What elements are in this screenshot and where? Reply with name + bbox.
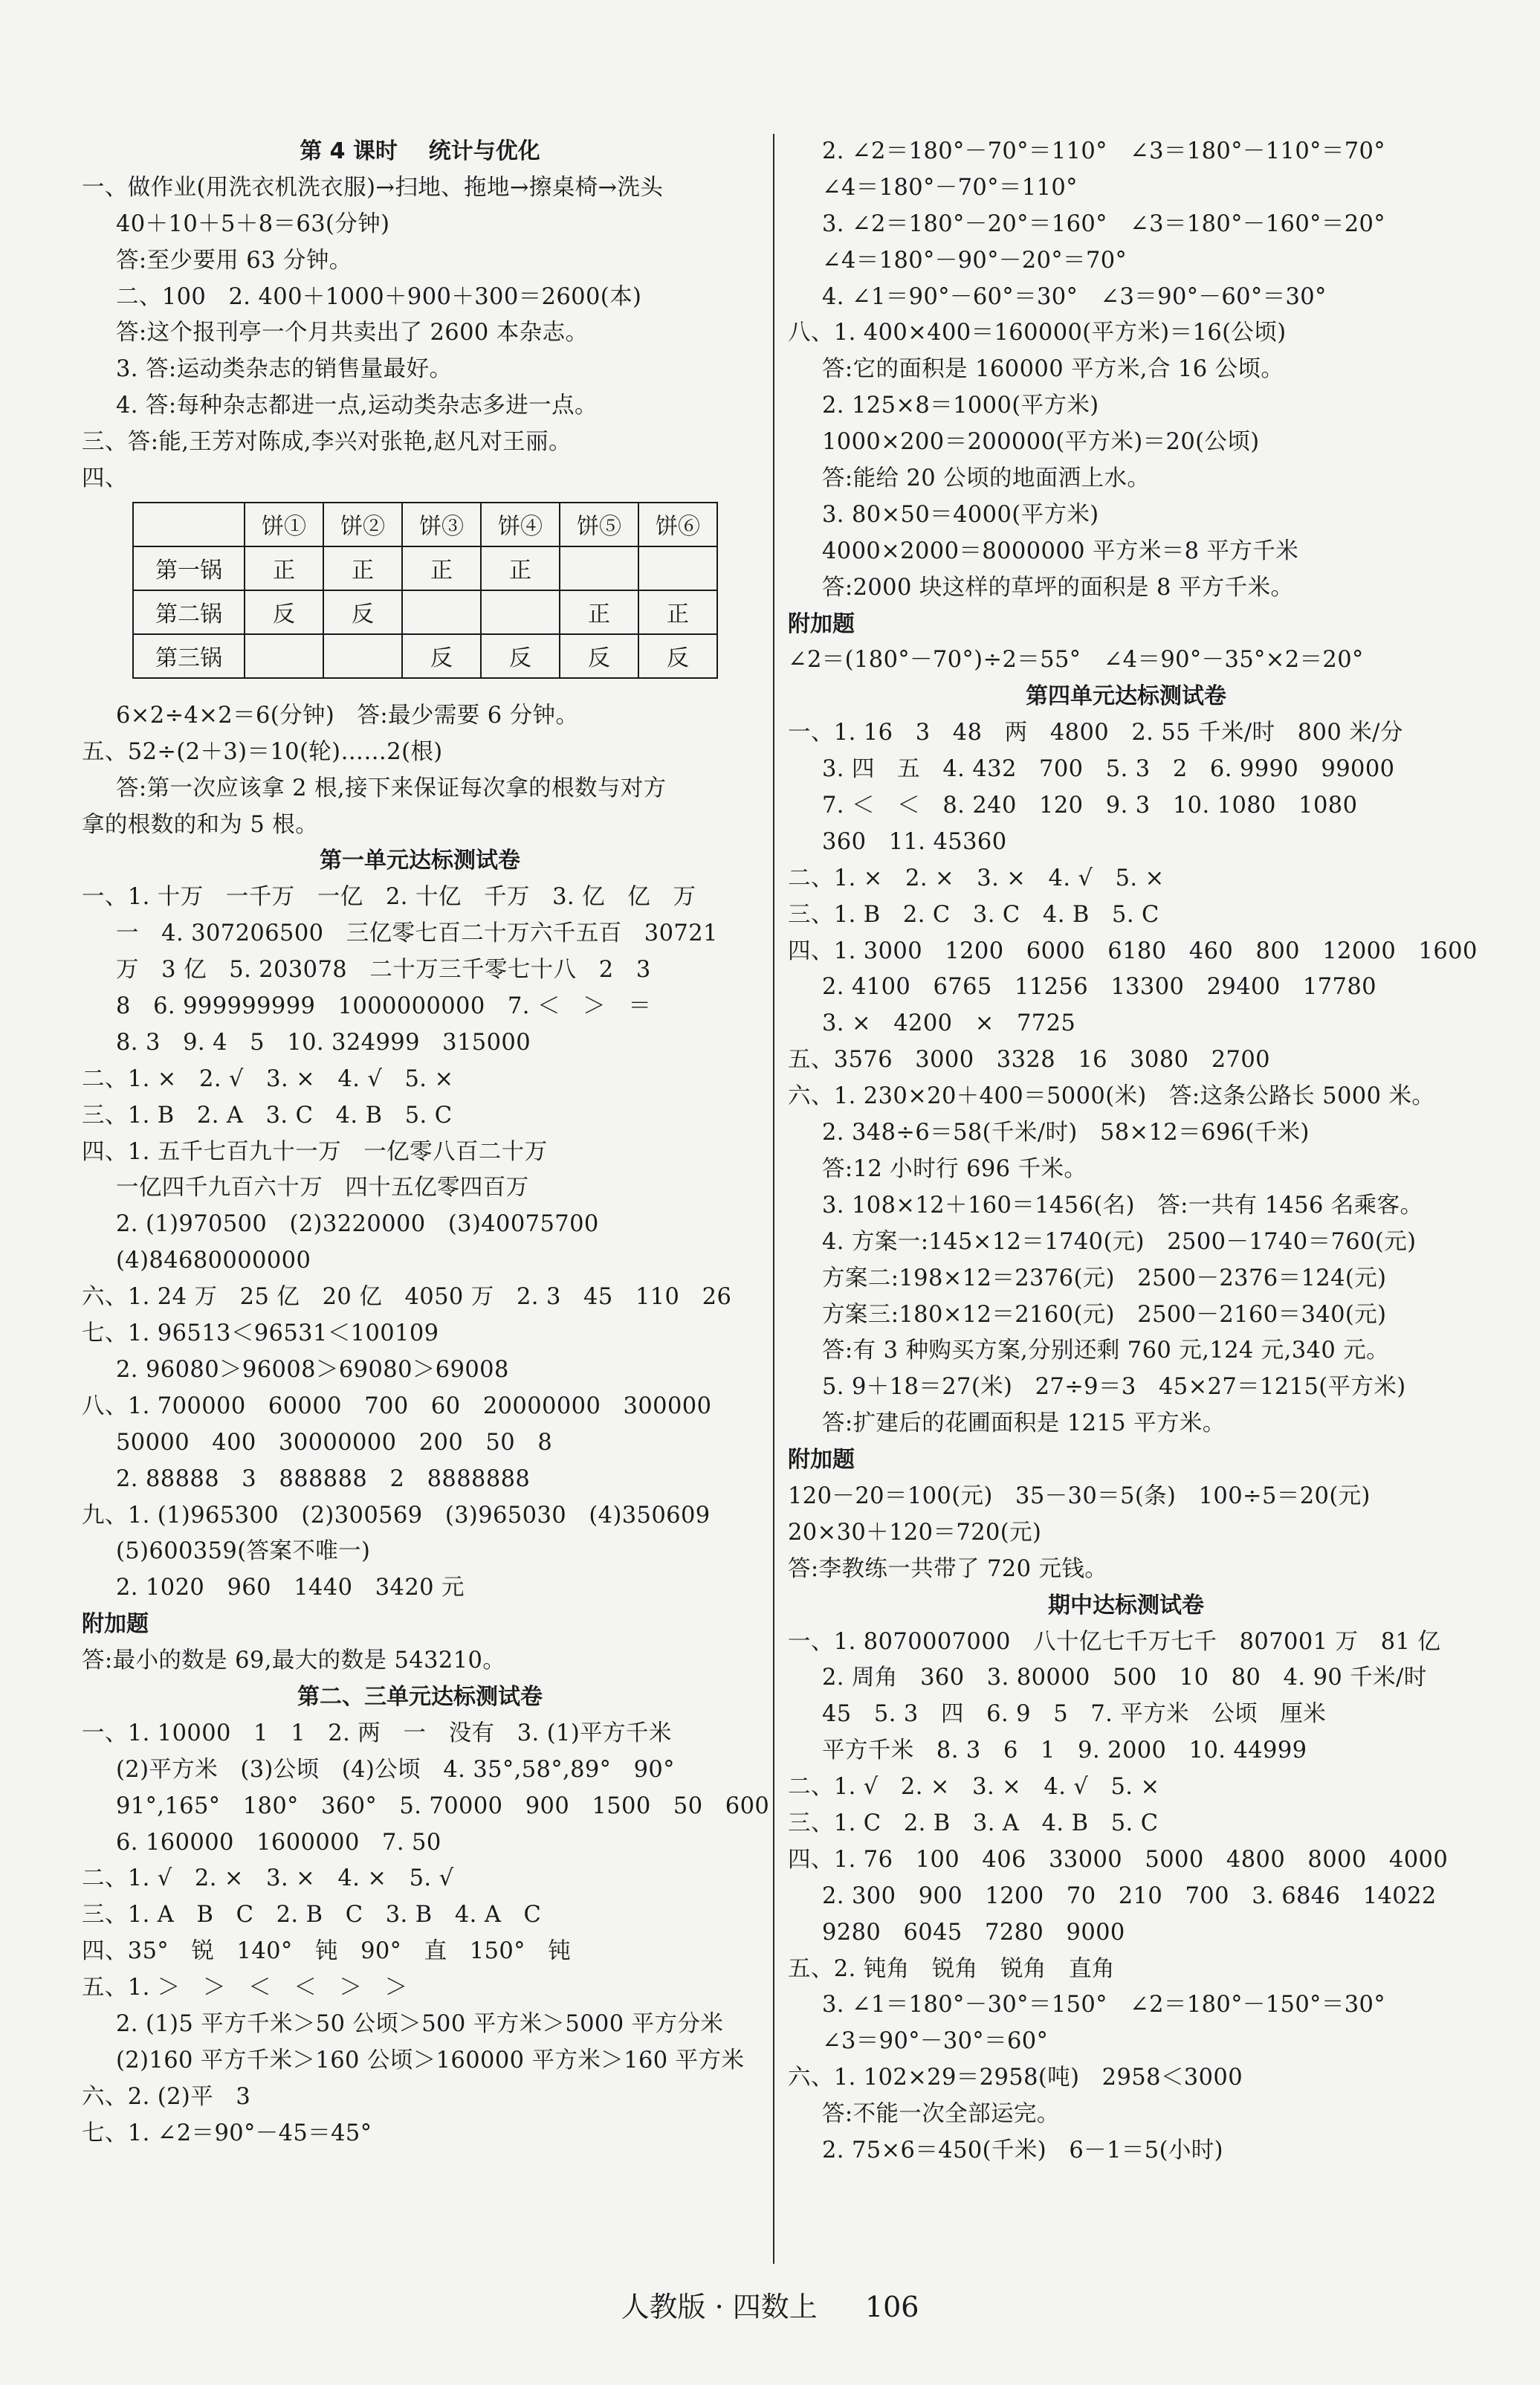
answer-line: 三、1. B 2. A 3. C 4. B 5. C bbox=[82, 1102, 453, 1129]
answer-line: 3. 四 五 4. 432 700 5. 3 2 6. 9990 99000 bbox=[822, 756, 1395, 783]
section-title: 第二、三单元达标测试卷 bbox=[297, 1683, 543, 1710]
left-column bbox=[82, 134, 770, 2268]
table-header-cell bbox=[133, 503, 245, 546]
answer-line: 7. ＜ ＜ 8. 240 120 9. 3 10. 1080 1080 bbox=[822, 793, 1358, 819]
answer-line: 方案三:180×12＝2160(元) 2500－2160＝340(元) bbox=[822, 1301, 1387, 1328]
answer-line: 2. 1020 960 1440 3420 元 bbox=[116, 1575, 465, 1601]
table-cell: 正 bbox=[481, 546, 560, 590]
answer-line: 50000 400 30000000 200 50 8 bbox=[116, 1429, 553, 1456]
answer-line: 一、1. 16 3 48 两 4800 2. 55 千米/时 800 米/分 bbox=[788, 720, 1403, 746]
answer-line: 三、答:能,王芳对陈成,李兴对张艳,赵凡对王丽。 bbox=[82, 429, 572, 456]
table-cell: 反 bbox=[402, 634, 481, 678]
table-cell: 第二锅 bbox=[133, 590, 245, 634]
footer-label: 人教版 · 四数上 bbox=[621, 2291, 818, 2323]
answer-line: 万 3 亿 5. 203078 二十万三千零七十八 2 3 bbox=[116, 957, 651, 984]
extra-title: 附加题 bbox=[788, 610, 855, 637]
table-cell: 反 bbox=[245, 590, 323, 634]
answer-line: 五、1. ＞ ＞ ＜ ＜ ＞ ＞ bbox=[82, 1975, 408, 2001]
table-header-cell: 饼② bbox=[323, 503, 402, 546]
answer-line: 120－20＝100(元) 35－30＝5(条) 100÷5＝20(元) bbox=[788, 1482, 1371, 1509]
section-title: 第一单元达标测试卷 bbox=[320, 848, 520, 874]
answer-line: 2. (1)970500 (2)3220000 (3)40075700 bbox=[116, 1211, 599, 1238]
table-cell: 反 bbox=[323, 590, 402, 634]
answer-line: 360 11. 45360 bbox=[822, 828, 1007, 855]
answer-line: 答:扩建后的花圃面积是 1215 平方米。 bbox=[822, 1410, 1226, 1437]
answer-line: 6×2÷4×2＝6(分钟) 答:最少需要 6 分钟。 bbox=[116, 702, 579, 729]
table-cell bbox=[402, 590, 481, 634]
answer-line: 六、1. 24 万 25 亿 20 亿 4050 万 2. 3 45 110 26 bbox=[82, 1284, 732, 1311]
answer-line: 2. 4100 6765 11256 13300 29400 17780 bbox=[822, 974, 1376, 1001]
answer-line: 三、1. C 2. B 3. A 4. B 5. C bbox=[788, 1810, 1159, 1836]
answer-line: 1000×200＝200000(平方米)＝20(公顷) bbox=[822, 429, 1260, 456]
answer-line: 四、1. 五千七百九十一万 一亿零八百二十万 bbox=[82, 1138, 548, 1165]
answer-line: 方案二:198×12＝2376(元) 2500－2376＝124(元) bbox=[822, 1265, 1387, 1291]
table-cell: 反 bbox=[560, 634, 638, 678]
table-cell: 反 bbox=[481, 634, 560, 678]
answer-line: 二、1. × 2. √ 3. × 4. √ 5. × bbox=[82, 1065, 454, 1092]
answer-line: 4. 答:每种杂志都进一点,运动类杂志多进一点。 bbox=[116, 393, 598, 419]
answer-line: 6. 160000 1600000 7. 50 bbox=[116, 1829, 441, 1856]
answer-line: 2. (1)5 平方千米＞50 公顷＞500 平方米＞5000 平方分米 bbox=[116, 2010, 724, 2037]
answer-line: 答:这个报刊亭一个月共卖出了 2600 本杂志。 bbox=[116, 320, 589, 346]
pancake-table bbox=[132, 502, 718, 679]
answer-line: 二、100 2. 400＋1000＋900＋300＝2600(本) bbox=[116, 283, 642, 310]
answer-line: 5. 9＋18＝27(米) 27÷9＝3 45×27＝1215(平方米) bbox=[822, 1374, 1406, 1401]
table-cell bbox=[323, 634, 402, 678]
answer-line: 2. 348÷6＝58(千米/时) 58×12＝696(千米) bbox=[822, 1120, 1310, 1146]
answer-line: (2)160 平方千米＞160 公顷＞160000 平方米＞160 平方米 bbox=[116, 2047, 745, 2073]
table-cell: 第一锅 bbox=[133, 546, 245, 590]
answer-line: (2)平方米 (3)公顷 (4)公顷 4. 35°,58°,89° 90° bbox=[116, 1756, 675, 1783]
table-cell bbox=[638, 546, 717, 590]
answer-line: 答:第一次应该拿 2 根,接下来保证每次拿的根数与对方 bbox=[116, 775, 667, 801]
table-cell bbox=[245, 634, 323, 678]
answer-line: 答:至少要用 63 分钟。 bbox=[116, 247, 352, 274]
table-header-cell: 饼④ bbox=[481, 503, 560, 546]
table-header-cell: 饼⑥ bbox=[638, 503, 717, 546]
answer-line: 4000×2000＝8000000 平方米＝8 平方千米 bbox=[822, 538, 1299, 564]
answer-line: 答:2000 块这样的草坪的面积是 8 平方千米。 bbox=[822, 574, 1294, 601]
answer-line: 拿的根数的和为 5 根。 bbox=[82, 811, 319, 838]
answer-line: 四、1. 3000 1200 6000 6180 460 800 12000 1600 bbox=[788, 937, 1478, 964]
answer-line: 3. ∠2＝180°－20°＝160° ∠3＝180°－160°＝20° bbox=[822, 210, 1385, 237]
answer-line: 3. ∠1＝180°－30°＝150° ∠2＝180°－150°＝30° bbox=[822, 1992, 1385, 2018]
answer-line: 四、35° 锐 140° 钝 90° 直 150° 钝 bbox=[82, 1938, 572, 1965]
answer-line: ∠4＝180°－70°＝110° bbox=[822, 174, 1078, 201]
table-cell: 第三锅 bbox=[133, 634, 245, 678]
answer-line: 一、1. 8070007000 八十亿七千万七千 807001 万 81 亿 bbox=[788, 1628, 1441, 1655]
table-cell bbox=[481, 590, 560, 634]
answer-line: 3. × 4200 × 7725 bbox=[822, 1010, 1076, 1037]
answer-line: 91°,165° 180° 360° 5. 70000 900 1500 50 600 bbox=[116, 1792, 770, 1819]
answer-line: 2. ∠2＝180°－70°＝110° ∠3＝180°－110°＝70° bbox=[822, 138, 1385, 164]
answer-line: 9280 6045 7280 9000 bbox=[822, 1919, 1125, 1946]
table-cell bbox=[560, 546, 638, 590]
extra-title: 附加题 bbox=[788, 1447, 855, 1474]
section-title: 第四单元达标测试卷 bbox=[1026, 683, 1226, 710]
section-title: 第 4 课时 统计与优化 bbox=[300, 138, 540, 164]
answer-line: 五、52÷(2＋3)＝10(轮)……2(根) bbox=[82, 738, 443, 765]
answer-line: 3. 108×12＋160＝1456(名) 答:一共有 1456 名乘客。 bbox=[822, 1192, 1423, 1219]
answer-line: 2. 125×8＝1000(平方米) bbox=[822, 393, 1099, 419]
answer-line: 二、1. √ 2. × 3. × 4. × 5. √ bbox=[82, 1865, 454, 1892]
section-title: 期中达标测试卷 bbox=[1048, 1592, 1204, 1618]
answer-line: 40＋10＋5＋8＝63(分钟) bbox=[116, 210, 390, 237]
answer-line: 8 6. 999999999 1000000000 7. ＜ ＞ ＝ bbox=[116, 993, 652, 1020]
answer-line: 一、1. 十万 一千万 一亿 2. 十亿 千万 3. 亿 亿 万 bbox=[82, 884, 696, 911]
answer-line: 平方千米 8. 3 6 1 9. 2000 10. 44999 bbox=[822, 1737, 1307, 1764]
answer-line: 2. 周角 360 3. 80000 500 10 80 4. 90 千米/时 bbox=[822, 1665, 1427, 1691]
table-cell: 反 bbox=[638, 634, 717, 678]
answer-line: ∠3＝90°－30°＝60° bbox=[822, 2028, 1049, 2055]
answer-line: (4)84680000000 bbox=[116, 1248, 311, 1274]
answer-line: ∠2＝(180°－70°)÷2＝55° ∠4＝90°－35°×2＝20° bbox=[788, 647, 1364, 674]
answer-line: 三、1. A B C 2. B C 3. B 4. A C bbox=[82, 1902, 542, 1929]
answer-line: (5)600359(答案不唯一) bbox=[116, 1538, 371, 1565]
answer-line: 四、 bbox=[82, 465, 128, 492]
table-header-cell: 饼⑤ bbox=[560, 503, 638, 546]
answer-line: 一亿四千九百六十万 四十五亿零四百万 bbox=[116, 1175, 529, 1201]
right-column bbox=[788, 134, 1478, 2268]
answer-line: 答:李教练一共带了 720 元钱。 bbox=[788, 1555, 1108, 1582]
answer-line: 20×30＋120＝720(元) bbox=[788, 1519, 1042, 1546]
table-cell: 正 bbox=[245, 546, 323, 590]
table-cell: 正 bbox=[323, 546, 402, 590]
column-divider bbox=[773, 134, 774, 2264]
extra-title: 附加题 bbox=[82, 1611, 149, 1638]
answer-line: 答:12 小时行 696 千米。 bbox=[822, 1155, 1087, 1182]
table-cell: 正 bbox=[638, 590, 717, 634]
page bbox=[74, 134, 1478, 2260]
table-cell: 正 bbox=[560, 590, 638, 634]
answer-line: 答:不能一次全部运完。 bbox=[822, 2101, 1060, 2128]
answer-line: 2. 96080＞96008＞69080＞69008 bbox=[116, 1356, 509, 1383]
page-footer bbox=[0, 2284, 1540, 2325]
answer-line: 答:最小的数是 69,最大的数是 543210。 bbox=[82, 1647, 506, 1674]
answer-line: 45 5. 3 四 6. 9 5 7. 平方米 公顷 厘米 bbox=[822, 1701, 1327, 1728]
table-header-cell: 饼③ bbox=[402, 503, 481, 546]
answer-line: 八、1. 400×400＝160000(平方米)＝16(公顷) bbox=[788, 320, 1287, 346]
answer-line: 五、2. 钝角 锐角 锐角 直角 bbox=[788, 1955, 1115, 1982]
answer-line: 五、3576 3000 3328 16 3080 2700 bbox=[788, 1047, 1270, 1074]
answer-line: 七、1. ∠2＝90°－45＝45° bbox=[82, 2120, 372, 2146]
answer-line: 2. 75×6＝450(千米) 6－1＝5(小时) bbox=[822, 2137, 1223, 2163]
answer-line: 六、1. 230×20＋400＝5000(米) 答:这条公路长 5000 米。 bbox=[788, 1083, 1435, 1110]
answer-line: 3. 80×50＝4000(平方米) bbox=[822, 501, 1099, 528]
answer-line: 九、1. (1)965300 (2)300569 (3)965030 (4)350609 bbox=[82, 1502, 711, 1529]
answer-line: 4. 方案一:145×12＝1740(元) 2500－1740＝760(元) bbox=[822, 1228, 1417, 1255]
answer-line: 4. ∠1＝90°－60°＝30° ∠3＝90°－60°＝30° bbox=[822, 283, 1327, 310]
answer-line: ∠4＝180°－90°－20°＝70° bbox=[822, 247, 1128, 274]
answer-line: 二、1. √ 2. × 3. × 4. √ 5. × bbox=[788, 1774, 1160, 1801]
answer-line: 答:它的面积是 160000 平方米,合 16 公顷。 bbox=[822, 356, 1284, 383]
answer-line: 七、1. 96513＜96531＜100109 bbox=[82, 1320, 439, 1347]
answer-line: 答:有 3 种购买方案,分别还剩 760 元,124 元,340 元。 bbox=[822, 1337, 1390, 1364]
table-header-cell: 饼① bbox=[245, 503, 323, 546]
answer-line: 2. 88888 3 888888 2 8888888 bbox=[116, 1465, 531, 1492]
answer-line: 六、1. 102×29＝2958(吨) 2958＜3000 bbox=[788, 2065, 1243, 2091]
answer-line: 四、1. 76 100 406 33000 5000 4800 8000 4000 bbox=[788, 1846, 1449, 1873]
answer-line: 答:能给 20 公顷的地面洒上水。 bbox=[822, 465, 1151, 492]
answer-line: 二、1. × 2. × 3. × 4. √ 5. × bbox=[788, 865, 1165, 891]
answer-line: 六、2. (2)平 3 bbox=[82, 2083, 251, 2110]
page-number: 106 bbox=[864, 2291, 919, 2323]
answer-line: 三、1. B 2. C 3. C 4. B 5. C bbox=[788, 901, 1159, 928]
answer-line: 8. 3 9. 4 5 10. 324999 315000 bbox=[116, 1029, 531, 1056]
answer-line: 2. 300 900 1200 70 210 700 3. 6846 14022 bbox=[822, 1882, 1437, 1909]
answer-line: 八、1. 700000 60000 700 60 20000000 300000 bbox=[82, 1392, 712, 1419]
answer-line: 一、做作业(用洗衣机洗衣服)→扫地、拖地→擦桌椅→洗头 bbox=[82, 174, 664, 201]
pancake-table-wrap bbox=[82, 497, 758, 698]
table-cell: 正 bbox=[402, 546, 481, 590]
answer-line: 一 4. 307206500 三亿零七百二十万六千五百 30721 bbox=[116, 920, 718, 947]
answer-line: 3. 答:运动类杂志的销售量最好。 bbox=[116, 356, 453, 383]
answer-line: 一、1. 10000 1 1 2. 两 一 没有 3. (1)平方千米 bbox=[82, 1720, 672, 1746]
